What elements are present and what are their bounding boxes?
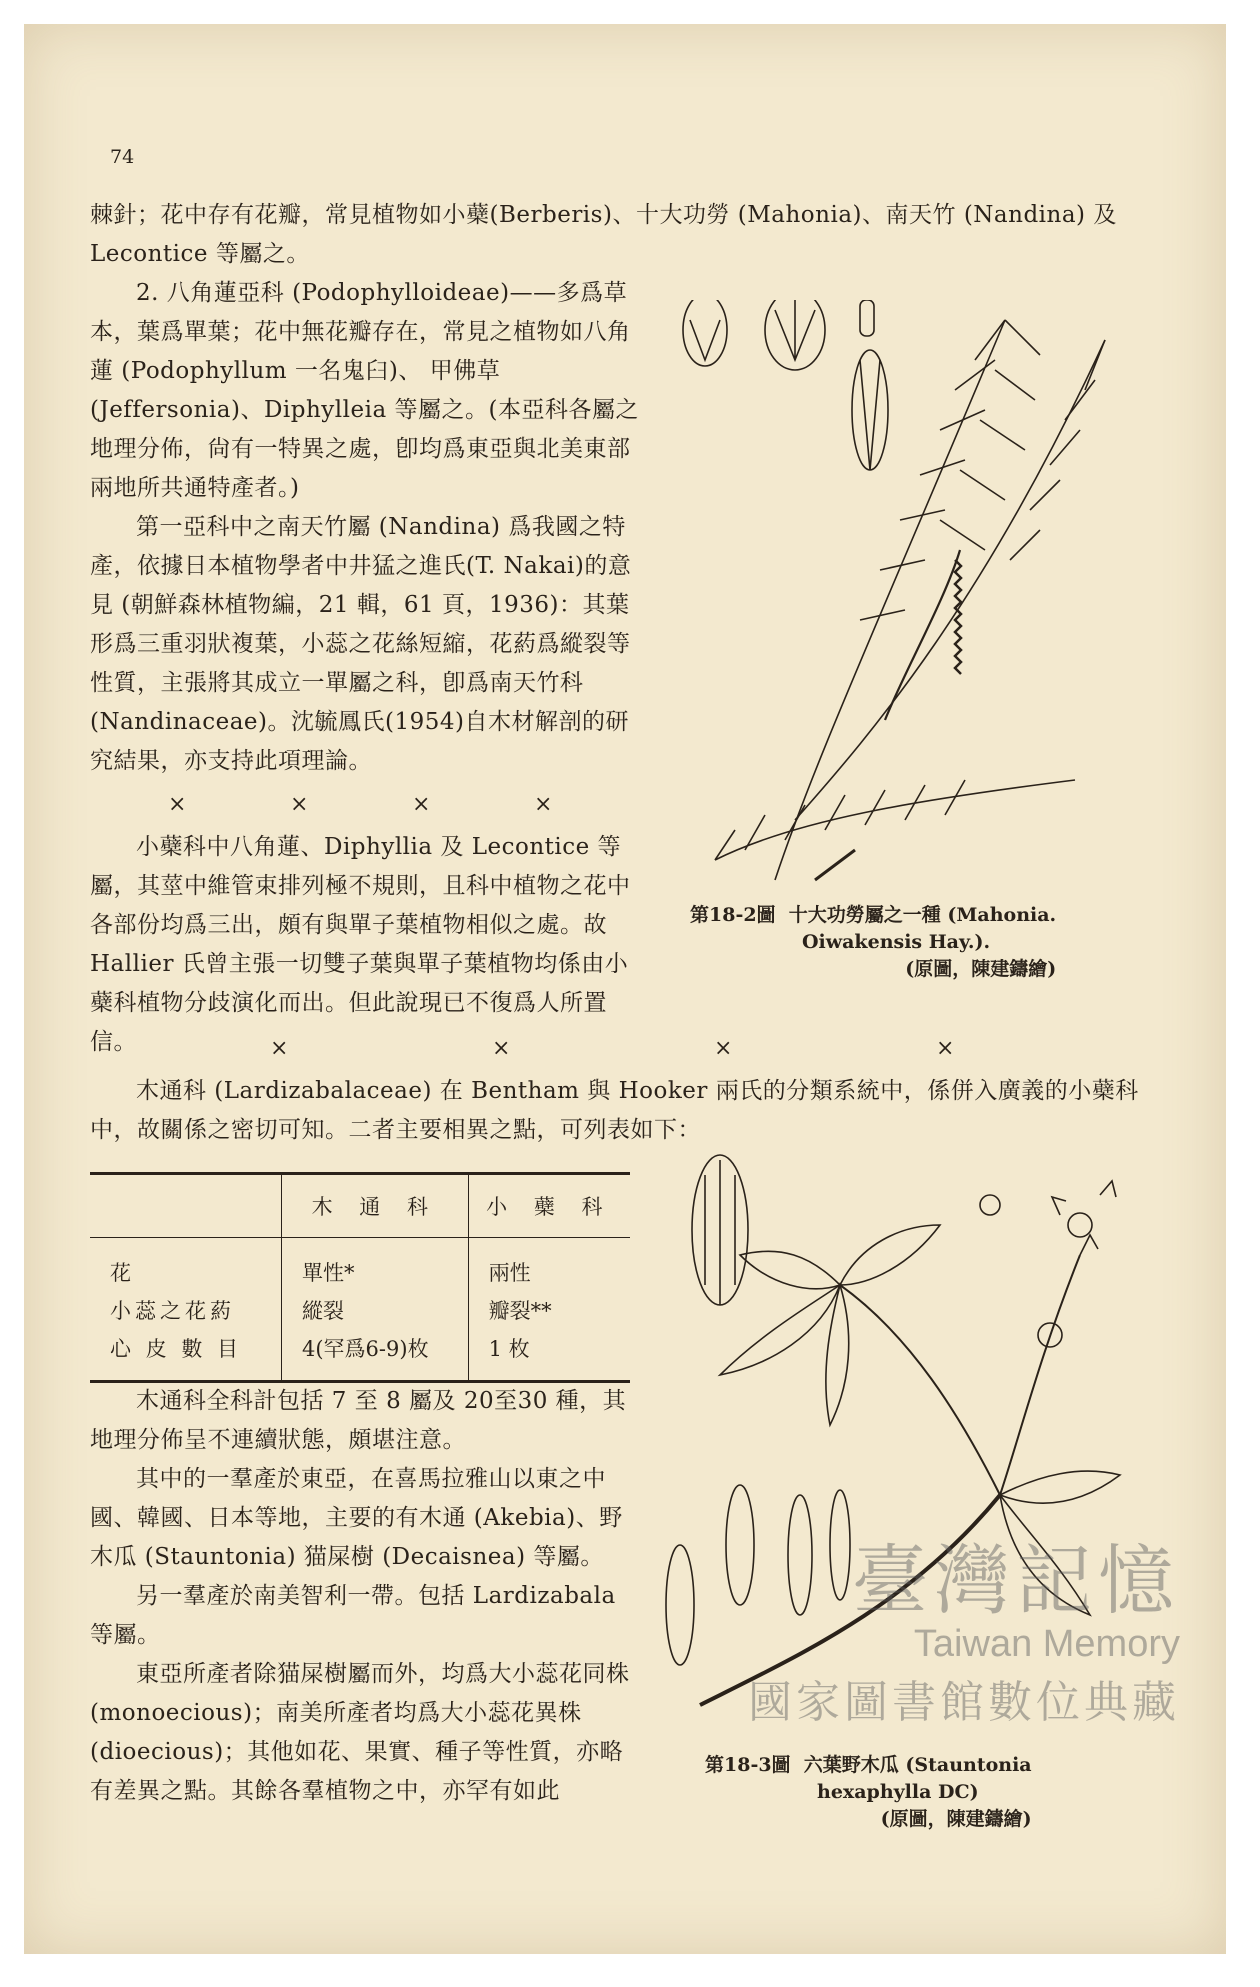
figure-title: 六葉野木瓜 (Stauntonia: [803, 1754, 1032, 1776]
separator-mark: ×: [534, 792, 553, 817]
table-row: [90, 1291, 630, 1329]
table-cell: 4(罕爲6-9)枚: [282, 1329, 469, 1382]
separator-mark: ×: [936, 1036, 955, 1061]
paragraph-1: 棘針；花中存有花瓣，常見植物如小蘗(Berberis)、十大功勞 (Mahonia)、南天竹 (Nandina) 及 Lecontice 等屬之。: [90, 202, 1117, 267]
table-cell: 花: [110, 1261, 135, 1285]
figure-caption-18-2: [690, 902, 1056, 983]
figure-title: 十大功勞屬之一種 (Mahonia.: [788, 904, 1057, 926]
paragraph-9: 東亞所產者除猫屎樹屬而外，均爲大小蕊花同株 (monoecious)；南美所產者均爲大小蕊花異株 (dioecious)；其他如花、果實、種子等性質，亦略有差異之點。其餘各羣植物之中，亦罕有如此: [90, 1661, 630, 1804]
paragraph-5: 木通科 (Lardizabalaceae) 在 Bentham 與 Hooker 兩氏的分類系統中，係併入廣義的小蘗科中，故關係之密切可知。二者主要相異之點，可列表如下：: [90, 1078, 1139, 1143]
figure-number: 第18-3圖: [705, 1754, 791, 1776]
paragraph-3: 第一亞科中之南天竹屬 (Nandina) 爲我國之特產，依據日本植物學者中井猛之進氏(T. Nakai)的意見 (朝鮮森林植物編，21 輯，61 頁，1936)：其葉形爲三重羽狀複葉，小蕊之花絲短縮，花葯爲縱裂等性質，主張將其成立一單屬之科，卽爲南天竹科(Nandinaceae)。沈毓鳳氏(1954)自木材解剖的研究結果，亦支持此項理論。: [90, 514, 632, 774]
figure-caption-18-3: [705, 1752, 1032, 1833]
separator-mark: ×: [290, 792, 309, 817]
table-cell: 單性*: [282, 1238, 469, 1292]
table-row: [90, 1329, 630, 1382]
watermark: [748, 1520, 1180, 1730]
table-cell: 1 枚: [468, 1329, 630, 1382]
paragraph-4: 小蘗科中八角蓮、Diphyllia 及 Lecontice 等屬，其莖中維管束排列極不規則，且科中植物之花中各部份均爲三出，頗有與單子葉植物相似之處。故 Hallier 氏曾主張一切雙子葉與單子葉植物均係由小蘗科植物分歧演化而出。但此說現已不復爲人所置信。: [90, 834, 631, 1055]
table-cell: 瓣裂**: [468, 1291, 630, 1329]
table-cell: 兩性: [468, 1238, 630, 1292]
table-header-cell: 木 通 科: [282, 1174, 469, 1238]
separator-mark: ×: [168, 792, 187, 817]
table-cell: 心 皮 數 目: [110, 1337, 243, 1361]
watermark-library: 國家圖書館數位典藏: [748, 1677, 1180, 1728]
paragraph-6: 木通科全科計包括 7 至 8 屬及 20至30 種，其地理分佈呈不連續狀態，頗堪注意。: [90, 1388, 627, 1453]
paragraph-2: 2. 八角蓮亞科 (Podophylloideae)——多爲草本，葉爲單葉；花中無花瓣存在，常見之植物如八角蓮 (Podophyllum 一名鬼臼)、 甲佛草 (Jeffersonia)、Diphylleia 等屬之。(本亞科各屬之地理分佈，尙有一特異之處，卽均爲東亞與北美東部兩地所共通特產者。): [90, 280, 639, 501]
table-header-cell: 小 蘗 科: [468, 1174, 630, 1238]
watermark-english: Taiwan Memory: [913, 1623, 1180, 1665]
comparison-table: [90, 1172, 630, 1383]
table-cell: 小蕊之花葯: [110, 1299, 235, 1323]
table-cell: 縱裂: [282, 1291, 469, 1329]
figure-number: 第18-2圖: [690, 904, 776, 926]
watermark-title: 臺灣記憶: [852, 1536, 1180, 1625]
separator-mark: ×: [492, 1036, 511, 1061]
figure-mahonia-illustration: [655, 300, 1125, 900]
table-header-cell: [90, 1174, 282, 1238]
table-header-row: [90, 1174, 630, 1238]
separator-mark: ×: [270, 1036, 289, 1061]
figure-title-line2: Oiwakensis Hay.).: [802, 931, 991, 953]
paragraph-7: 其中的一羣產於東亞，在喜馬拉雅山以東之中國、韓國、日本等地，主要的有木通 (Akebia)、野木瓜 (Stauntonia) 猫屎樹 (Decaisnea) 等屬。: [90, 1466, 623, 1570]
figure-title-line2: hexaphylla DC): [817, 1781, 979, 1803]
separator-mark: ×: [714, 1036, 733, 1061]
figure-credit: (原圖，陳建鑄繪): [880, 1808, 1032, 1830]
figure-credit: (原圖，陳建鑄繪): [905, 958, 1057, 980]
separator-mark: ×: [412, 792, 431, 817]
table-row: [90, 1238, 630, 1292]
page-number: 74: [110, 146, 135, 168]
paragraph-8: 另一羣產於南美智利一帶。包括 Lardizabala 等屬。: [90, 1583, 616, 1648]
